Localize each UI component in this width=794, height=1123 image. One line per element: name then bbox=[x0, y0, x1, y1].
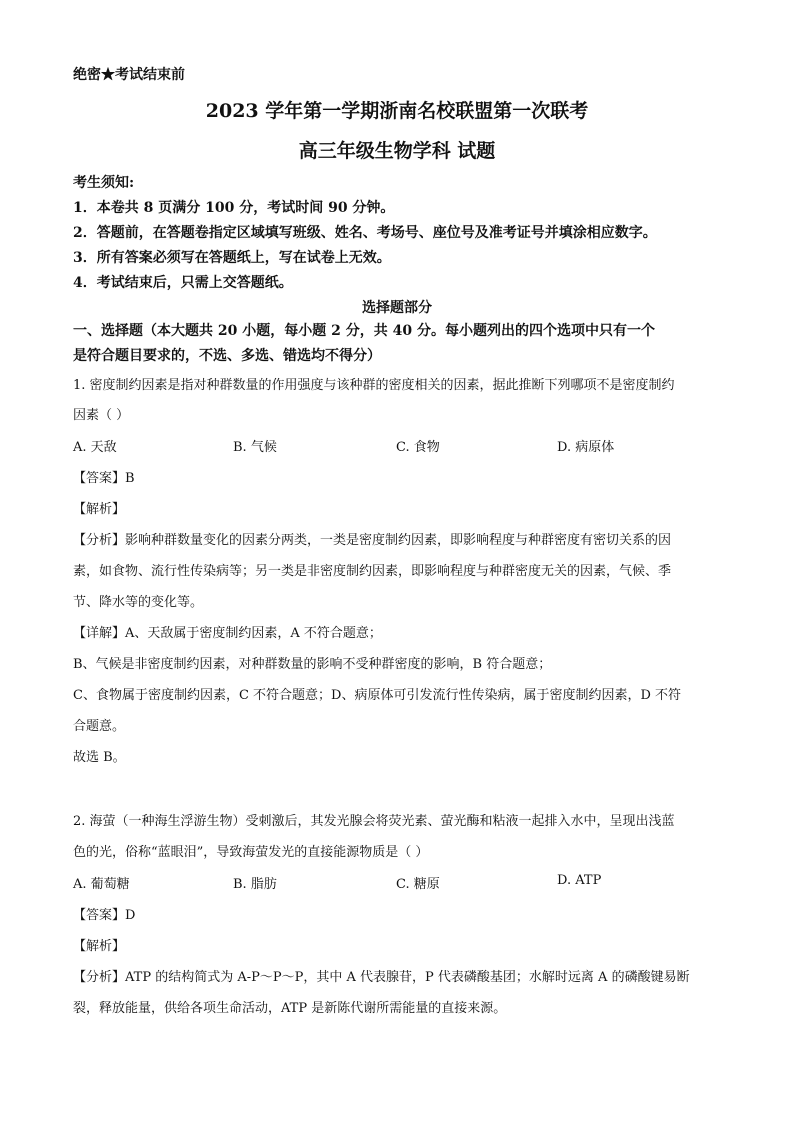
q1-detail: B、气候是非密度制约因素，对种群数量的影响不受种群密度的影响，B 符合题意； bbox=[73, 657, 552, 672]
q2-analysis-label: 【解析】 bbox=[73, 939, 126, 954]
q2-option-c: C. 糖原 bbox=[396, 877, 440, 892]
q1-stem: 因素（ ） bbox=[73, 408, 130, 423]
q1-detail: 合题意。 bbox=[73, 719, 126, 734]
notice-heading: 考生须知: bbox=[73, 175, 135, 191]
exam-subtitle: 高三年级生物学科 试题 bbox=[298, 140, 496, 162]
section-intro: 是符合题目要求的，不选、多选、错选均不得分） bbox=[73, 348, 381, 364]
section-title: 选择题部分 bbox=[362, 300, 432, 316]
q2-option-b: B. 脂肪 bbox=[233, 877, 277, 892]
q1-option-c: C. 食物 bbox=[396, 440, 440, 455]
q2-stem: 色的光，俗称“蓝眼泪”，导致海萤发光的直接能源物质是（ ） bbox=[73, 845, 429, 860]
q1-analysis: 【分析】影响种群数量变化的因素分两类，一类是密度制约因素，即影响程度与种群密度有密切关系的因 bbox=[73, 533, 672, 548]
q1-option-b: B. 气候 bbox=[233, 440, 277, 455]
q1-stem: 1. 密度制约因素是指对种群数量的作用强度与该种群的密度相关的因素，据此推断下列哪项不是密度制约 bbox=[73, 378, 675, 393]
exam-title: 2023 学年第一学期浙南名校联盟第一次联考 bbox=[205, 100, 589, 122]
q2-stem: 2. 海萤（一种海生浮游生物）受刺激后，其发光腺会将荧光素、萤光酶和粘液一起排入水中，呈现出浅蓝 bbox=[73, 814, 675, 829]
q1-option-d: D. 病原体 bbox=[557, 440, 615, 455]
q1-option-a: A. 天敌 bbox=[73, 440, 117, 455]
q1-analysis: 素，如食物、流行性传染病等；另一类是非密度制约因素，即影响程度与种群密度无关的因素，气候、季 bbox=[73, 564, 672, 579]
notice-item: 2．答题前，在答题卷指定区域填写班级、姓名、考场号、座位号及准考证号并填涂相应数字。 bbox=[73, 225, 657, 241]
notice-item: 3．所有答案必须写在答题纸上，写在试卷上无效。 bbox=[73, 250, 391, 266]
q1-detail: 【详解】A、天敌属于密度制约因素，A 不符合题意； bbox=[73, 626, 382, 641]
q2-analysis: 裂，释放能量，供给各项生命活动，ATP 是新陈代谢所需能量的直接来源。 bbox=[73, 1001, 507, 1016]
q2-option-d: D. ATP bbox=[557, 873, 602, 888]
section-intro: 一、选择题（本大题共 20 小题，每小题 2 分，共 40 分。每小题列出的四个选项中只有一个 bbox=[73, 323, 655, 339]
q2-analysis: 【分析】ATP 的结构简式为 A-P～P～P，其中 A 代表腺苷，P 代表磷酸基团；水解时远离 A 的磷酸键易断 bbox=[73, 970, 690, 985]
q1-analysis-label: 【解析】 bbox=[73, 502, 126, 517]
q2-answer: 【答案】D bbox=[73, 908, 136, 923]
notice-item: 1．本卷共 8 页满分 100 分，考试时间 90 分钟。 bbox=[73, 200, 395, 216]
q1-detail: C、食物属于密度制约因素，C 不符合题意；D、病原体可引发流行性传染病，属于密度制约因素，D 不符 bbox=[73, 688, 682, 703]
confidential-label: 绝密★考试结束前 bbox=[73, 67, 185, 83]
q1-answer: 【答案】B bbox=[73, 471, 135, 486]
q2-option-a: A. 葡萄糖 bbox=[73, 877, 130, 892]
q1-conclusion: 故选 B。 bbox=[73, 750, 126, 765]
q1-analysis: 节、降水等的变化等。 bbox=[73, 595, 204, 610]
notice-item: 4．考试结束后，只需上交答题纸。 bbox=[73, 275, 293, 291]
